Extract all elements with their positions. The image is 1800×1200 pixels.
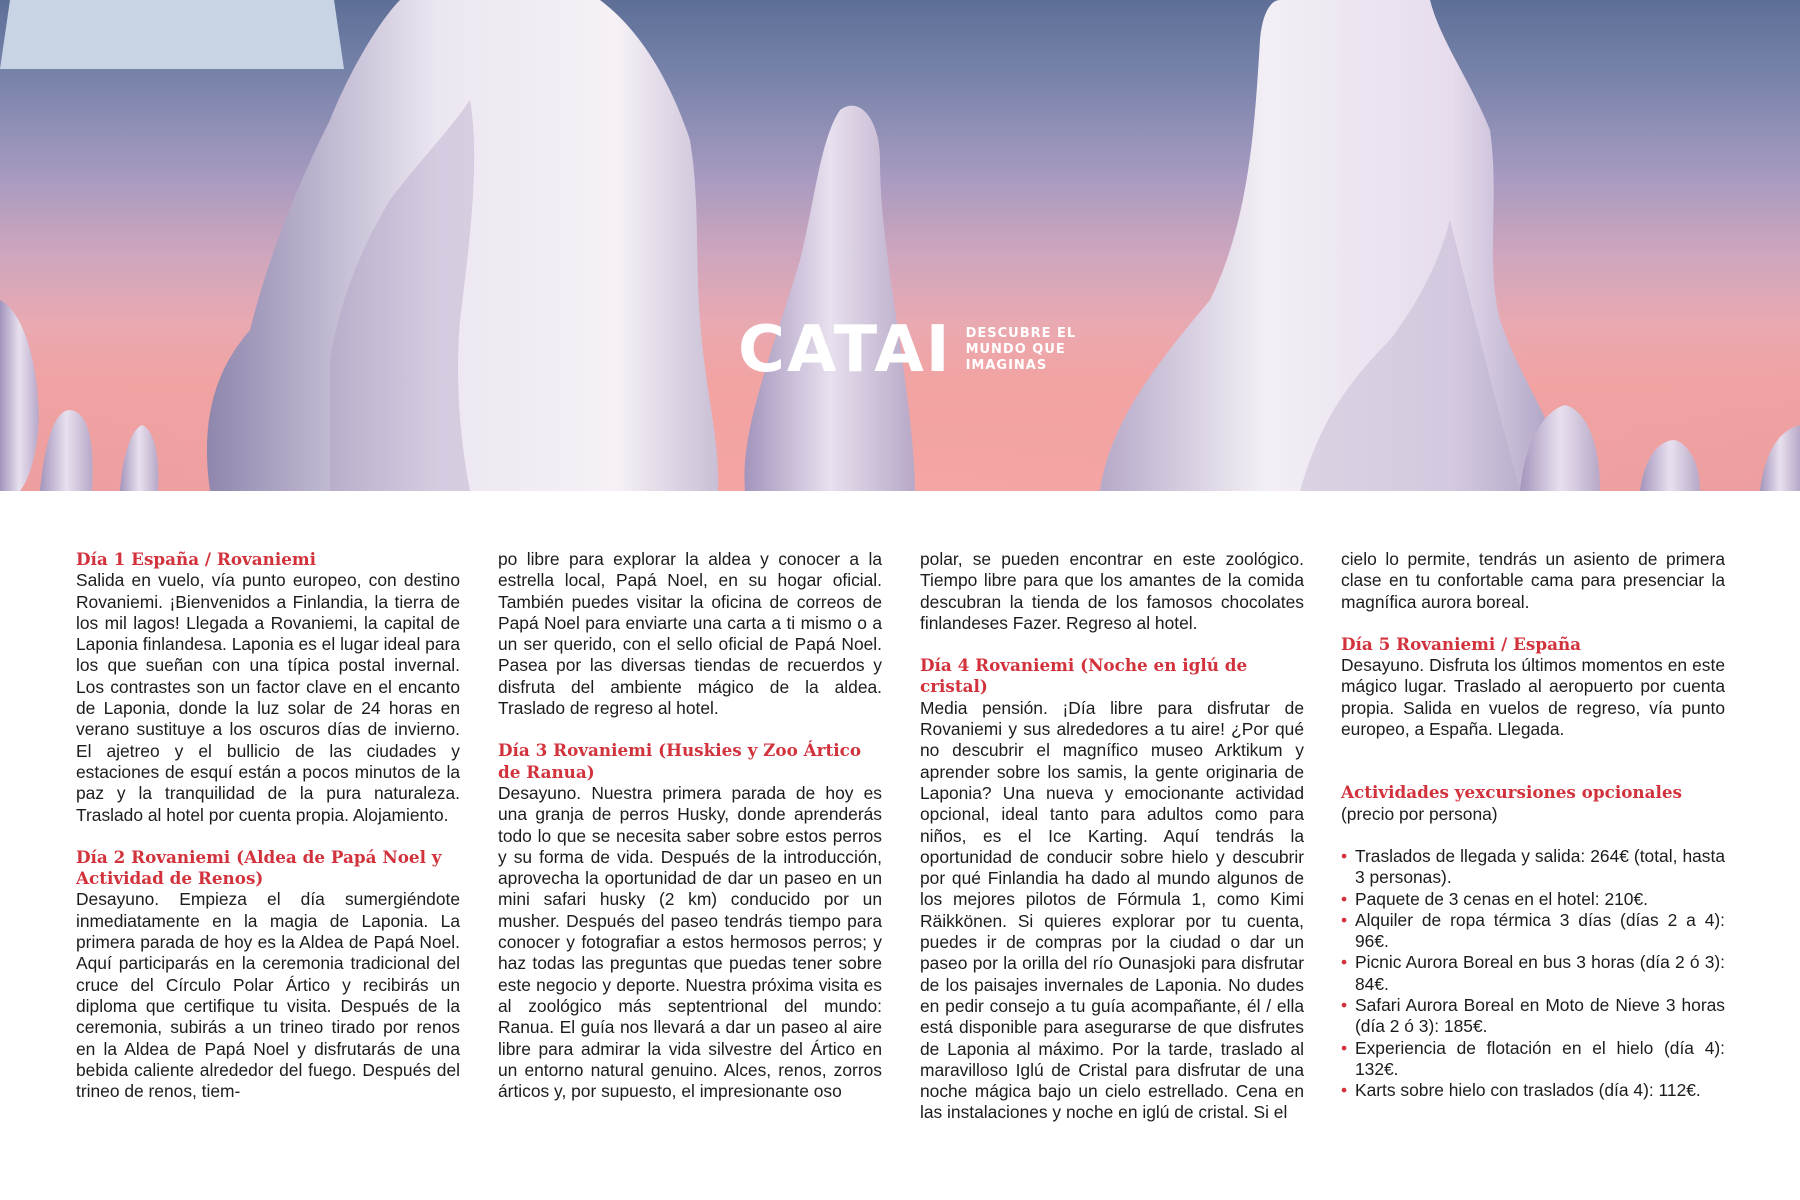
- day-2-body-continued: po libre para explorar la aldea y conocer a la estrella local, Papá Noel, en su hogar oficial. También puedes visitar la oficina de correos de Papá Noel para enviarte una carta a ti mismo o a un ser querido, con el sello oficial de Papá Noel. Pasea por las diversas tiendas de recuerdos y disfruta del ambiente mágico de la aldea. Traslado de regreso al hotel.: [498, 549, 882, 719]
- brand-tagline-line: IMAGINAS: [965, 358, 1048, 373]
- column-1: [76, 549, 460, 1102]
- list-item: • Karts sobre hielo con traslados (día 4): 112€.: [1341, 1080, 1725, 1101]
- column-2: [498, 549, 882, 1102]
- list-item: • Traslados de llegada y salida: 264€ (total, hasta 3 personas).: [1341, 846, 1725, 889]
- hero-photo: [0, 0, 1800, 491]
- optional-activities-title: Actividades yexcursiones opcionales: [1341, 782, 1682, 803]
- brand-tagline-line: MUNDO QUE: [965, 342, 1066, 357]
- day-5-title: Día 5 Rovaniemi / España: [1341, 633, 1582, 654]
- day-3-title: Día 3 Rovaniemi (Huskies y Zoo Ártico de Ranua): [498, 740, 862, 782]
- list-item: • Picnic Aurora Boreal en bus 3 horas (día 2 ó 3): 84€.: [1341, 952, 1725, 995]
- list-item: • Safari Aurora Boreal en Moto de Nieve 3 horas (día 2 ó 3): 185€.: [1341, 995, 1725, 1038]
- list-item: • Paquete de 3 cenas en el hotel: 210€.: [1341, 889, 1725, 910]
- list-item: • Experiencia de flotación en el hielo (día 4): 132€.: [1341, 1038, 1725, 1081]
- optional-activities-list: [1341, 846, 1725, 1102]
- day-1-body: Salida en vuelo, vía punto europeo, con destino Rovaniemi. ¡Bienvenidos a Finlandia, la tierra de los mil lagos! Llegada a Rovaniemi, la capital de Laponia finlandesa. Laponia es el lugar ideal para los que sueñan con una típica postal invernal. Los contrastes son un factor clave en el encanto de Laponia, donde la luz solar de 24 horas en verano sustituye a los oscuros días de invierno. El ajetreo y el bullicio de las ciudades y estaciones de esquí están a pocos minutos de la paz y la tranquilidad de la pura naturaleza. Traslado al hotel por cuenta propia. Alojamiento.: [76, 570, 460, 825]
- decorative-tab: [0, 0, 344, 69]
- optional-activities-subtitle: (precio por persona): [1341, 803, 1498, 824]
- day-3-body: Desayuno. Nuestra primera parada de hoy es una granja de perros Husky, donde aprenderás todo lo que se necesita saber sobre estos perros y su forma de vida. Después de la introducción, aprovecha la oportunidad de dar un paseo en un mini safari husky (2 km) conducido por un musher. Después del paseo tendrás tiempo para conocer y fotografiar a estos hermosos perros; y haz todas las preguntas que puedas tener sobre este negocio y deporte. Nuestra próxima visita es al zoológico más septentrional del mundo: Ranua. El guía nos llevará a dar un paseo al aire libre para admirar la vida silvestre del Ártico en un entorno natural genuino. Alces, renos, zorros árticos y, por supuesto, el impresionante oso: [498, 782, 882, 1102]
- day-5-body: Desayuno. Disfruta los últimos momentos en este mágico lugar. Traslado al aeropuerto por cuenta propia. Salida en vuelos de regreso, vía punto europeo, a España. Llegada.: [1341, 655, 1725, 740]
- brand-tagline: [966, 326, 1077, 374]
- day-3-body-continued: polar, se pueden encontrar en este zoológico. Tiempo libre para que los amantes de la comida descubran la tienda de los famosos chocolates finlandeses Fazer. Regreso al hotel.: [920, 549, 1304, 633]
- column-4: [1341, 549, 1725, 1102]
- brand-logo: [738, 313, 1077, 387]
- column-3: [920, 549, 1304, 1124]
- day-2-title: Día 2 Rovaniemi (Aldea de Papá Noel y Actividad de Renos): [76, 846, 442, 889]
- list-item: • Alquiler de ropa térmica 3 días (días 2 a 4): 96€.: [1341, 910, 1725, 953]
- day-1-title: Día 1 España / Rovaniemi: [76, 549, 317, 569]
- day-2-body: Desayuno. Empieza el día sumergiéndote inmediatamente en la magia de Laponia. La primera parada de hoy es la Aldea de Papá Noel. Aquí participarás en la ceremonia tradicional del cruce del Círculo Polar Ártico y recibirás un diploma que certifique tu visita. Después de la ceremonia, subirás a un trineo tirado por renos en la Aldea de Papá Noel y disfrutarás de una bebida caliente alrededor del fuego. Después del trineo de renos, tiem-: [76, 889, 460, 1102]
- day-4-body: Media pensión. ¡Día libre para disfrutar de Rovaniemi y sus alrededores a tu aire! ¿Por qué no descubrir el magnífico museo Arktikum y aprender sobre los samis, la gente originaria de Laponia? Una nueva y emocionante actividad opcional, ideal tanto para adultos como para niños, es el Ice Karting. Aquí tendrás la oportunidad de conducir sobre hielo y descubrir por qué Finlandia ha dado al mundo algunos de los mejores pilotos de Fórmula 1, como Kimi Räikkönen. Si quieres explorar por tu cuenta, puedes ir de compras por la ciudad o dar un paseo por la orilla del río Ounasjoki para disfrutar de los paisajes invernales de Laponia. No dudes en pedir consejo a tu guía acompañante, él / ella está disponible para asegurarse de que disfrutes de Laponia al máximo. Por la tarde, traslado al maravilloso Iglú de Cristal para disfrutar de una noche mágica bajo un cielo estrellado. Cena en las instalaciones y noche en iglú de cristal. Si el: [920, 697, 1304, 1123]
- brand-name: CATAI: [738, 313, 952, 387]
- brand-tagline-line: DESCUBRE EL: [965, 326, 1077, 341]
- day-4-title: Día 4 Rovaniemi (Noche en iglú de cristal): [920, 655, 1248, 697]
- snow-trees-illustration: [0, 0, 1800, 491]
- day-4-body-continued: cielo lo permite, tendrás un asiento de primera clase en tu confortable cama para presenciar la magnífica aurora boreal.: [1341, 549, 1725, 612]
